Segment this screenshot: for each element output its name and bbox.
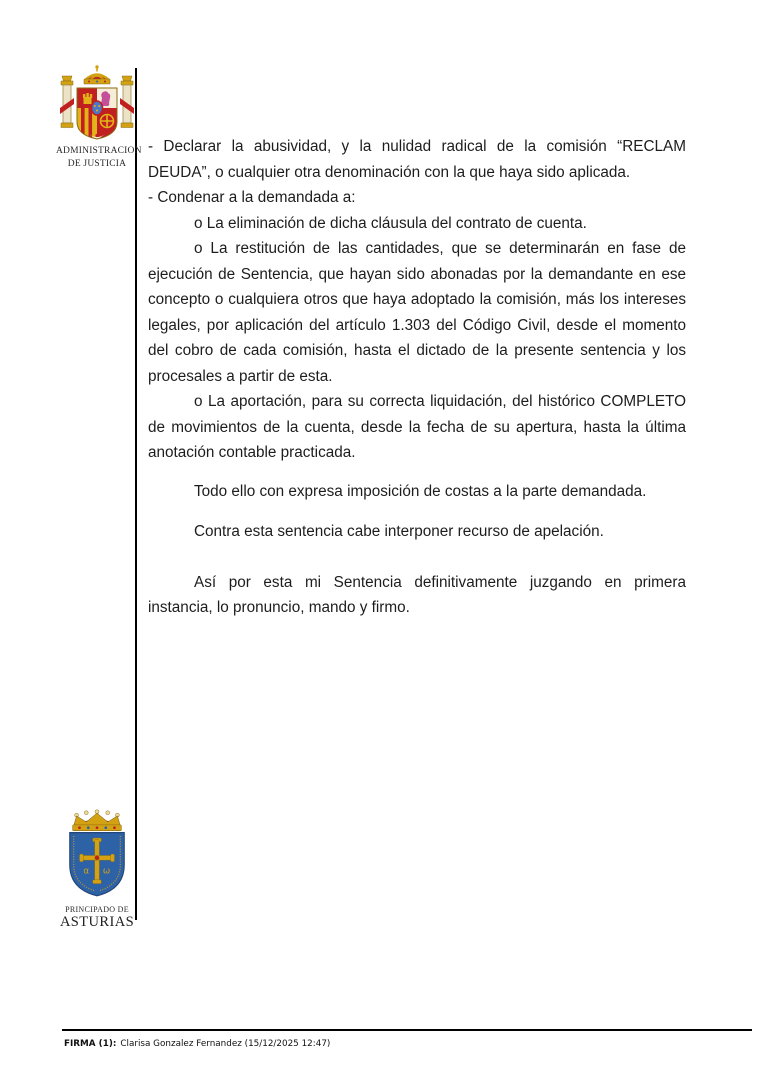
asturias-caption-line2: ASTURIAS (59, 914, 135, 930)
signature-label: FIRMA (1): (64, 1039, 117, 1049)
omega-glyph: ω (102, 866, 111, 877)
paragraph-eliminacion-clausula: o La eliminación de dicha cláusula del contrato de cuenta. (194, 214, 587, 232)
asturias-coat-of-arms-icon (54, 808, 140, 902)
administration-caption-line1: ADMINISTRACION (56, 146, 142, 156)
margin-divider-line (135, 68, 137, 920)
paragraph-recurso-apelacion: Contra esta sentencia cabe interponer recurso de apelación. (194, 523, 604, 540)
alpha-glyph: α (83, 866, 90, 877)
paragraph-condenar: - Condenar a la demandada a: (148, 189, 356, 206)
paragraph-imposicion-costas: Todo ello con expresa imposición de costas a la parte demandada. (194, 482, 647, 500)
paragraph-restitucion-cantidades: o La restitución de las cantidades, que se determinarán en fase de ejecución de Sentencia, que hayan sido abonadas por la demandante en ese concepto o cualquiera otros que haya adoptado la comisión, más los intereses legales, por aplicación del artículo 1.303 del Código Civil, desde el momento del cobro de cada comisión, hasta el dictado de la presente sentencia y los procesales a partir de esta. (148, 240, 686, 385)
left-pillar (60, 76, 74, 128)
crown (84, 65, 110, 84)
asturias-crown (73, 810, 122, 831)
signature-separator-rule (62, 1029, 752, 1031)
asturias-caption-line1: PRINCIPADO DE (65, 905, 129, 914)
paragraph-aportacion-historico: o La aportación, para su correcta liquidación, del histórico COMPLETO de movimientos de la cuenta, desde la fecha de su apertura, hasta la última anotación contable practicada. (148, 393, 686, 461)
judgment-text (148, 134, 686, 621)
signature-value: Clarisa Gonzalez Fernandez (15/12/2025 12:47) (120, 1039, 331, 1049)
signature-line (64, 1039, 330, 1049)
paragraph-pronuncio-mando-firmo: Así por esta mi Sentencia definitivamente juzgando en primera instancia, lo pronuncio, mando y firmo. (148, 573, 686, 616)
spain-coat-of-arms-icon (56, 64, 138, 144)
administration-of-justice-emblem (56, 64, 142, 169)
administration-caption-line2: DE JUSTICIA (67, 158, 127, 169)
right-pillar (120, 76, 134, 128)
paragraph-declarar-abusividad: - Declarar la abusividad, y la nulidad radical de la comisión “RECLAM DEUDA”, o cualquier otra denominación con la que haya sido aplicada. (148, 138, 686, 181)
principado-de-asturias-emblem (54, 808, 140, 931)
